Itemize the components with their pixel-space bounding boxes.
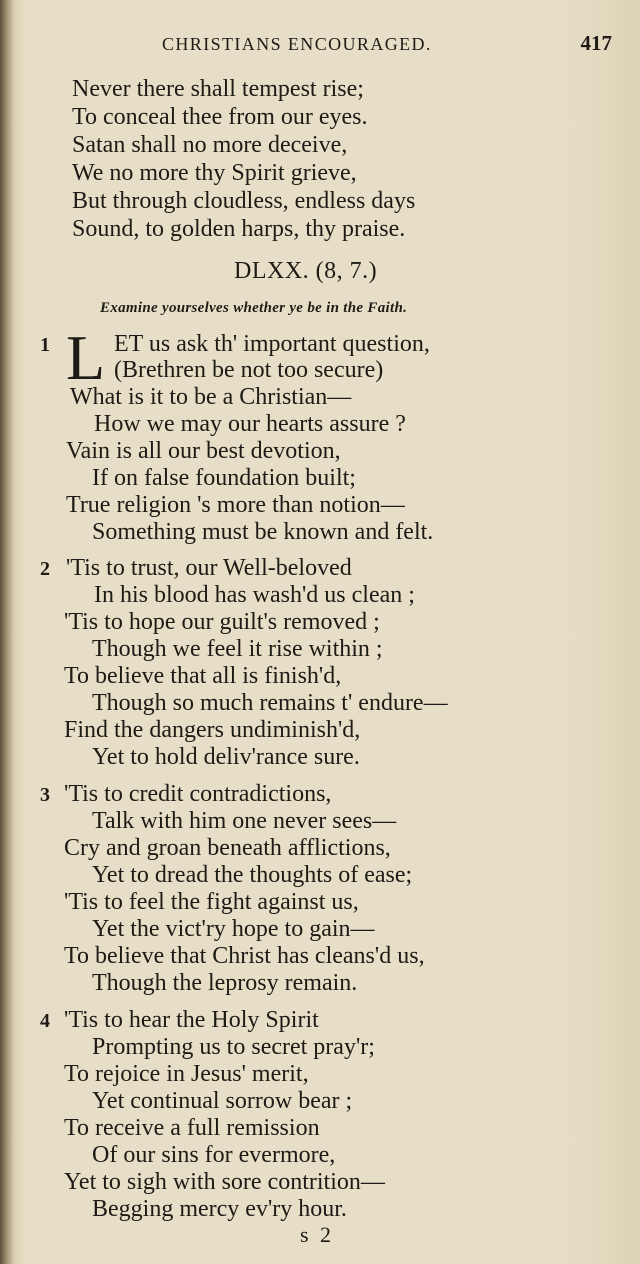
hymn-subtitle: Examine yourselves whether ye be in the Faith. xyxy=(100,300,408,316)
verse-line: Yet to dread the thoughts of ease; xyxy=(92,862,413,888)
verse-line: Of our sins for evermore, xyxy=(92,1142,336,1168)
verse-line: To receive a full remission xyxy=(64,1115,320,1141)
previous-hymn-line: Sound, to golden harps, thy praise. xyxy=(72,216,406,242)
page-header xyxy=(162,31,612,60)
verse-line: What is it to be a Christian— xyxy=(70,384,352,410)
verse-line: Begging mercy ev'ry hour. xyxy=(92,1196,347,1222)
previous-hymn-line: Satan shall no more deceive, xyxy=(72,132,348,158)
verse-line: To rejoice in Jesus' merit, xyxy=(64,1061,309,1087)
verse-line: 'Tis to credit contradictions, xyxy=(64,781,332,807)
verse-line: In his blood has wash'd us clean ; xyxy=(94,582,415,608)
verse-number: 4 xyxy=(40,1010,50,1032)
verse-line: Prompting us to secret pray'r; xyxy=(92,1034,375,1060)
verse-line: Though we feel it rise within ; xyxy=(92,636,383,662)
verse-line: ET us ask th' important question, xyxy=(114,331,430,357)
page-number: 417 xyxy=(580,31,612,55)
verse-line: 'Tis to hope our guilt's removed ; xyxy=(64,609,380,635)
verse-line: Something must be known and felt. xyxy=(92,519,434,545)
verse-line: How we may our hearts assure ? xyxy=(94,411,406,437)
previous-hymn-line: But through cloudless, endless days xyxy=(72,188,416,214)
verse-number: 1 xyxy=(40,334,50,356)
running-head: CHRISTIANS ENCOURAGED. xyxy=(162,34,432,54)
verse-line: Yet to sigh with sore contrition— xyxy=(64,1169,385,1195)
verse-line: Cry and groan beneath afflictions, xyxy=(64,835,391,861)
previous-hymn-line: Never there shall tempest rise; xyxy=(72,76,364,102)
verse-line: Though so much remains t' endure— xyxy=(92,690,448,716)
verse-line: Yet the vict'ry hope to gain— xyxy=(92,916,375,942)
verse-line: Yet continual sorrow bear ; xyxy=(92,1088,353,1114)
verse-line: Though the leprosy remain. xyxy=(92,970,358,996)
verse-line: True religion 's more than notion— xyxy=(66,492,405,518)
verse-line: To believe that Christ has cleans'd us, xyxy=(64,943,425,969)
verse-number: 3 xyxy=(40,784,50,806)
verse-line: Vain is all our best devotion, xyxy=(66,438,341,464)
verse-line: (Brethren be not too secure) xyxy=(114,357,384,383)
hymn-title: DLXX. (8, 7.) xyxy=(234,258,378,284)
previous-hymn-line: We no more thy Spirit grieve, xyxy=(72,160,357,186)
verse-line: 'Tis to feel the fight against us, xyxy=(64,889,359,915)
verse-line: 'Tis to trust, our Well-beloved xyxy=(66,555,352,581)
verse-line: 'Tis to hear the Holy Spirit xyxy=(64,1007,319,1033)
verse-line: Find the dangers undiminish'd, xyxy=(64,717,361,743)
drop-cap: L xyxy=(66,322,106,393)
verse-line: Yet to hold deliv'rance sure. xyxy=(92,744,360,770)
verse-line: If on false foundation built; xyxy=(92,465,356,491)
verse-number: 2 xyxy=(40,558,50,580)
previous-hymn-line: To conceal thee from our eyes. xyxy=(72,104,368,130)
signature-mark: s 2 xyxy=(300,1222,335,1247)
verse-line: To believe that all is finish'd, xyxy=(64,663,342,689)
verse-line: Talk with him one never sees— xyxy=(92,808,397,834)
